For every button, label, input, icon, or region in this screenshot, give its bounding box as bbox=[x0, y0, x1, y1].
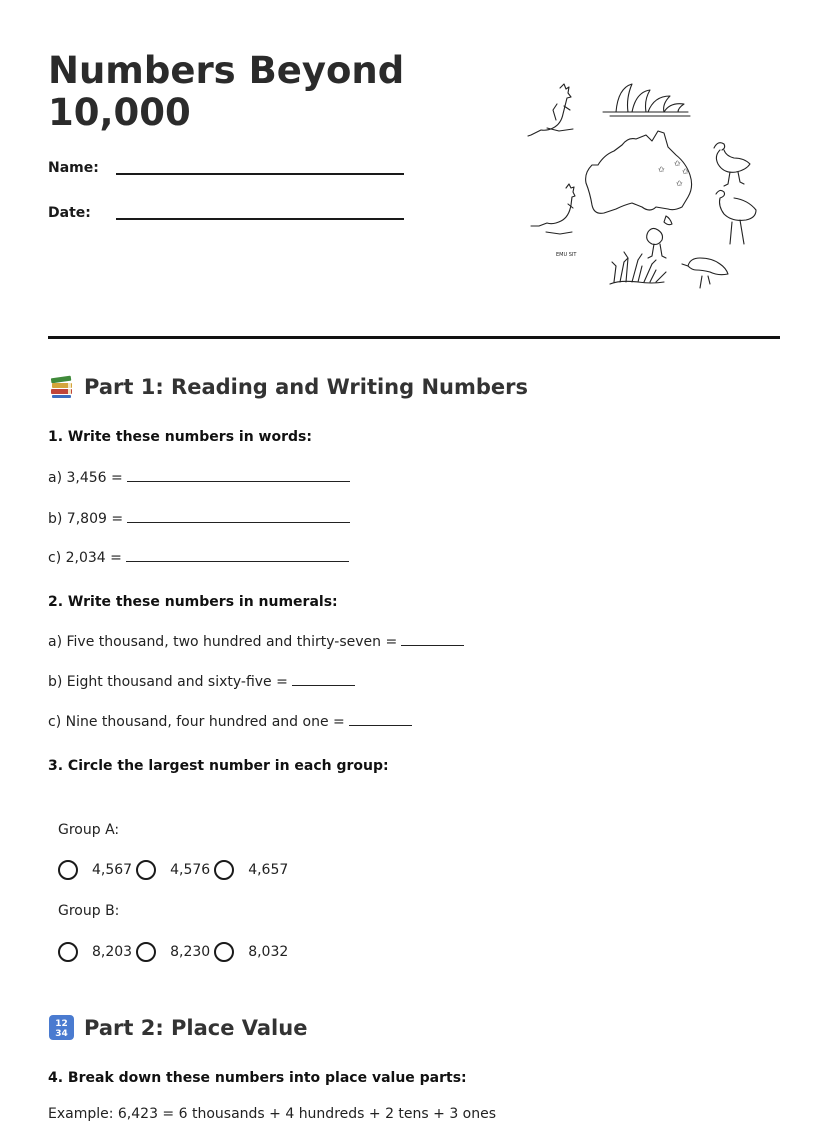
emu-chick-icon bbox=[714, 143, 750, 186]
option-label: 8,230 bbox=[170, 944, 211, 960]
question-3-title: 3. Circle the largest number in each group: bbox=[48, 758, 389, 774]
svg-text:✩: ✩ bbox=[674, 159, 681, 168]
question-1c-label: c) 2,034 = bbox=[48, 550, 122, 566]
illustration-caption: EMU SIT bbox=[556, 252, 577, 258]
date-field[interactable] bbox=[116, 218, 404, 220]
question-2a-label: a) Five thousand, two hundred and thirty-seven = bbox=[48, 634, 398, 650]
radio-circle[interactable] bbox=[214, 942, 234, 962]
question-1b-label: b) 7,809 = bbox=[48, 511, 124, 527]
question-2c-label: c) Nine thousand, four hundred and one = bbox=[48, 714, 345, 730]
svg-text:✩: ✩ bbox=[682, 167, 689, 176]
answer-blank[interactable] bbox=[127, 510, 350, 523]
answer-blank[interactable] bbox=[292, 673, 355, 686]
question-2-title: 2. Write these numbers in numerals: bbox=[48, 594, 338, 610]
answer-blank[interactable] bbox=[127, 469, 350, 482]
part1-heading bbox=[48, 373, 528, 400]
group-b-label: Group B: bbox=[58, 903, 120, 919]
australia-map-animals-illustration bbox=[518, 70, 763, 295]
group-a-option-2[interactable] bbox=[136, 860, 214, 880]
icon-digits-top: 12 bbox=[55, 1019, 68, 1029]
question-1c bbox=[48, 549, 349, 566]
question-2b bbox=[48, 673, 355, 690]
part2-heading bbox=[48, 1014, 307, 1041]
group-b-option-2[interactable] bbox=[136, 942, 214, 962]
section-divider bbox=[48, 336, 780, 339]
opera-house-icon bbox=[603, 84, 690, 116]
group-b-option-3[interactable] bbox=[214, 942, 292, 962]
group-a-option-1[interactable] bbox=[58, 860, 136, 880]
answer-blank[interactable] bbox=[126, 549, 349, 562]
name-field[interactable] bbox=[116, 173, 404, 175]
date-label: Date: bbox=[48, 205, 91, 221]
kangaroo-icon bbox=[528, 84, 573, 136]
option-label: 8,032 bbox=[248, 944, 289, 960]
coral-icon bbox=[610, 252, 666, 284]
name-label: Name: bbox=[48, 160, 99, 176]
radio-circle[interactable] bbox=[214, 860, 234, 880]
input-numbers-icon bbox=[48, 1014, 75, 1041]
option-label: 4,567 bbox=[92, 862, 133, 878]
books-icon bbox=[48, 373, 75, 400]
kangaroo-icon bbox=[531, 184, 575, 234]
option-label: 4,576 bbox=[170, 862, 211, 878]
answer-blank[interactable] bbox=[349, 713, 412, 726]
svg-text:✩: ✩ bbox=[676, 179, 683, 188]
question-1b bbox=[48, 510, 350, 527]
question-1a-label: a) 3,456 = bbox=[48, 470, 123, 486]
bird-icon bbox=[682, 258, 728, 288]
option-label: 4,657 bbox=[248, 862, 289, 878]
part1-heading-text: Part 1: Reading and Writing Numbers bbox=[84, 374, 529, 399]
question-2c bbox=[48, 713, 412, 730]
question-2b-label: b) Eight thousand and sixty-five = bbox=[48, 674, 288, 690]
radio-circle[interactable] bbox=[58, 942, 78, 962]
part2-heading-text: Part 2: Place Value bbox=[84, 1015, 308, 1040]
question-1-title: 1. Write these numbers in words: bbox=[48, 429, 312, 445]
group-a-option-3[interactable] bbox=[214, 860, 292, 880]
date-field-row bbox=[48, 205, 408, 229]
australia-map-icon bbox=[586, 131, 692, 225]
radio-circle[interactable] bbox=[58, 860, 78, 880]
question-1a bbox=[48, 469, 350, 486]
group-a-label: Group A: bbox=[58, 822, 120, 838]
question-4-title: 4. Break down these numbers into place value parts: bbox=[48, 1070, 467, 1086]
svg-text:✩: ✩ bbox=[658, 165, 665, 174]
answer-blank[interactable] bbox=[401, 633, 464, 646]
option-label: 8,203 bbox=[92, 944, 133, 960]
radio-circle[interactable] bbox=[136, 942, 156, 962]
question-4-example: Example: 6,423 = 6 thousands + 4 hundreds + 2 tens + 3 ones bbox=[48, 1106, 497, 1122]
radio-circle[interactable] bbox=[136, 860, 156, 880]
name-field-row bbox=[48, 160, 408, 184]
group-b-option-1[interactable] bbox=[58, 942, 136, 962]
icon-digits-bottom: 34 bbox=[55, 1029, 68, 1039]
emu-icon bbox=[716, 190, 756, 244]
question-2a bbox=[48, 633, 464, 650]
emu-head-icon bbox=[647, 228, 666, 258]
group-a-options bbox=[58, 860, 292, 880]
group-b-options bbox=[58, 942, 292, 962]
page-title: Numbers Beyond 10,000 bbox=[48, 49, 405, 134]
